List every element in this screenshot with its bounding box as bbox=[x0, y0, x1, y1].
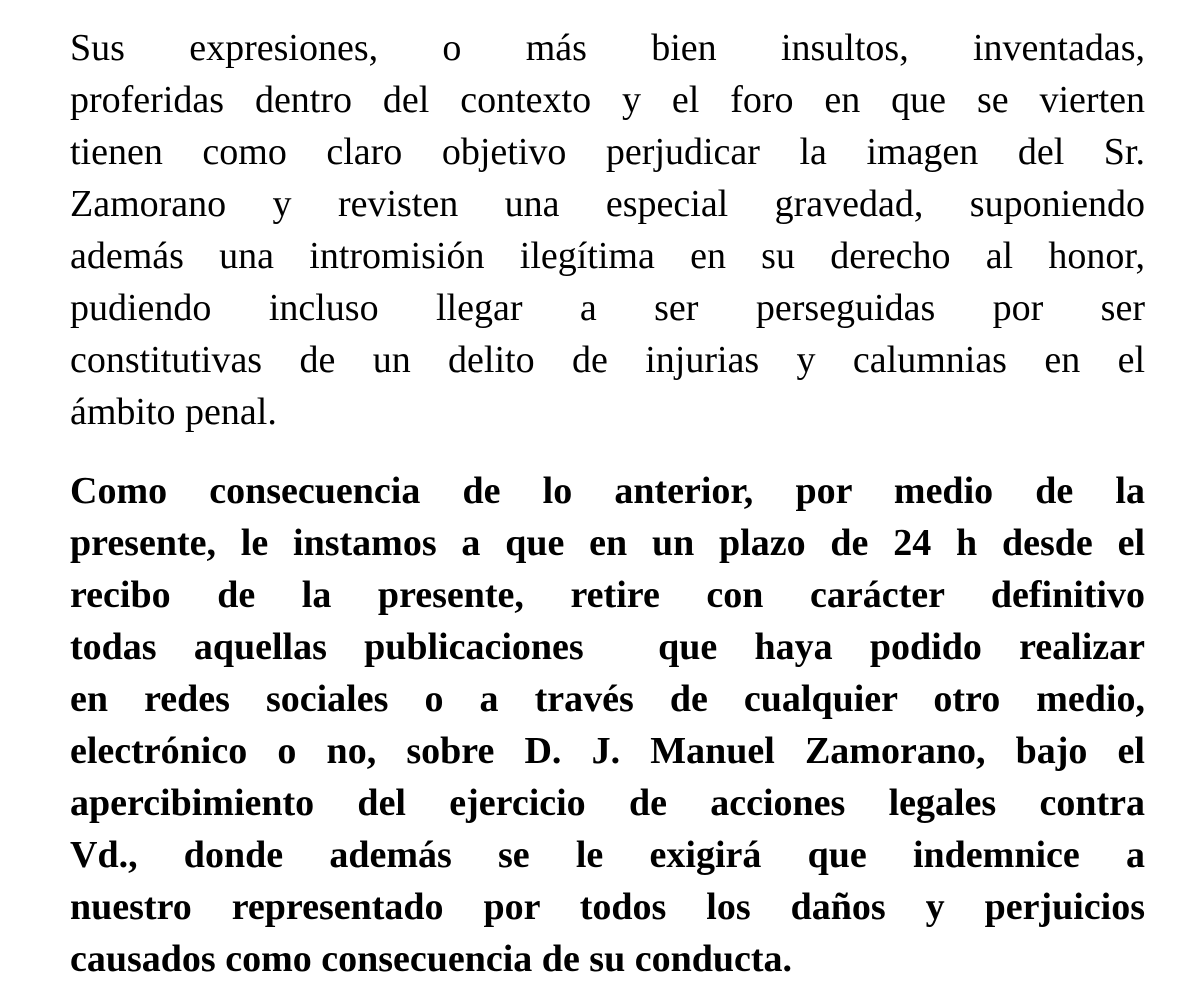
text-line: todas aquellas publicaciones que haya podido realizar bbox=[70, 626, 1145, 668]
text-line: nuestro representado por todos los daños y perjuicios bbox=[70, 886, 1145, 928]
text-line: Sus expresiones, o más bien insultos, inventadas, bbox=[70, 27, 1145, 69]
text-line: presente, le instamos a que en un plazo de 24 h desde el bbox=[70, 522, 1145, 564]
text-line: electrónico o no, sobre D. J. Manuel Zamorano, bajo el bbox=[70, 730, 1145, 772]
text-line: en redes sociales o a través de cualquier otro medio, bbox=[70, 678, 1145, 720]
paragraph-regular bbox=[70, 22, 1145, 438]
text-line: proferidas dentro del contexto y el foro en que se vierten bbox=[70, 79, 1145, 121]
text-line: apercibimiento del ejercicio de acciones legales contra bbox=[70, 782, 1145, 824]
text-line: Vd., donde además se le exigirá que indemnice a bbox=[70, 834, 1145, 876]
text-line: constitutivas de un delito de injurias y calumnias en el bbox=[70, 339, 1145, 381]
text-line: Zamorano y revisten una especial gravedad, suponiendo bbox=[70, 183, 1145, 225]
text-line: recibo de la presente, retire con carácter definitivo bbox=[70, 574, 1145, 616]
text-line: causados como consecuencia de su conducta. bbox=[70, 938, 793, 980]
text-line: Como consecuencia de lo anterior, por medio de la bbox=[70, 470, 1145, 512]
text-line: tienen como claro objetivo perjudicar la imagen del Sr. bbox=[70, 131, 1145, 173]
text-line: además una intromisión ilegítima en su derecho al honor, bbox=[70, 235, 1145, 277]
text-line: ámbito penal. bbox=[70, 391, 277, 433]
text-line: pudiendo incluso llegar a ser perseguidas por ser bbox=[70, 287, 1145, 329]
paragraph-bold bbox=[70, 465, 1145, 985]
